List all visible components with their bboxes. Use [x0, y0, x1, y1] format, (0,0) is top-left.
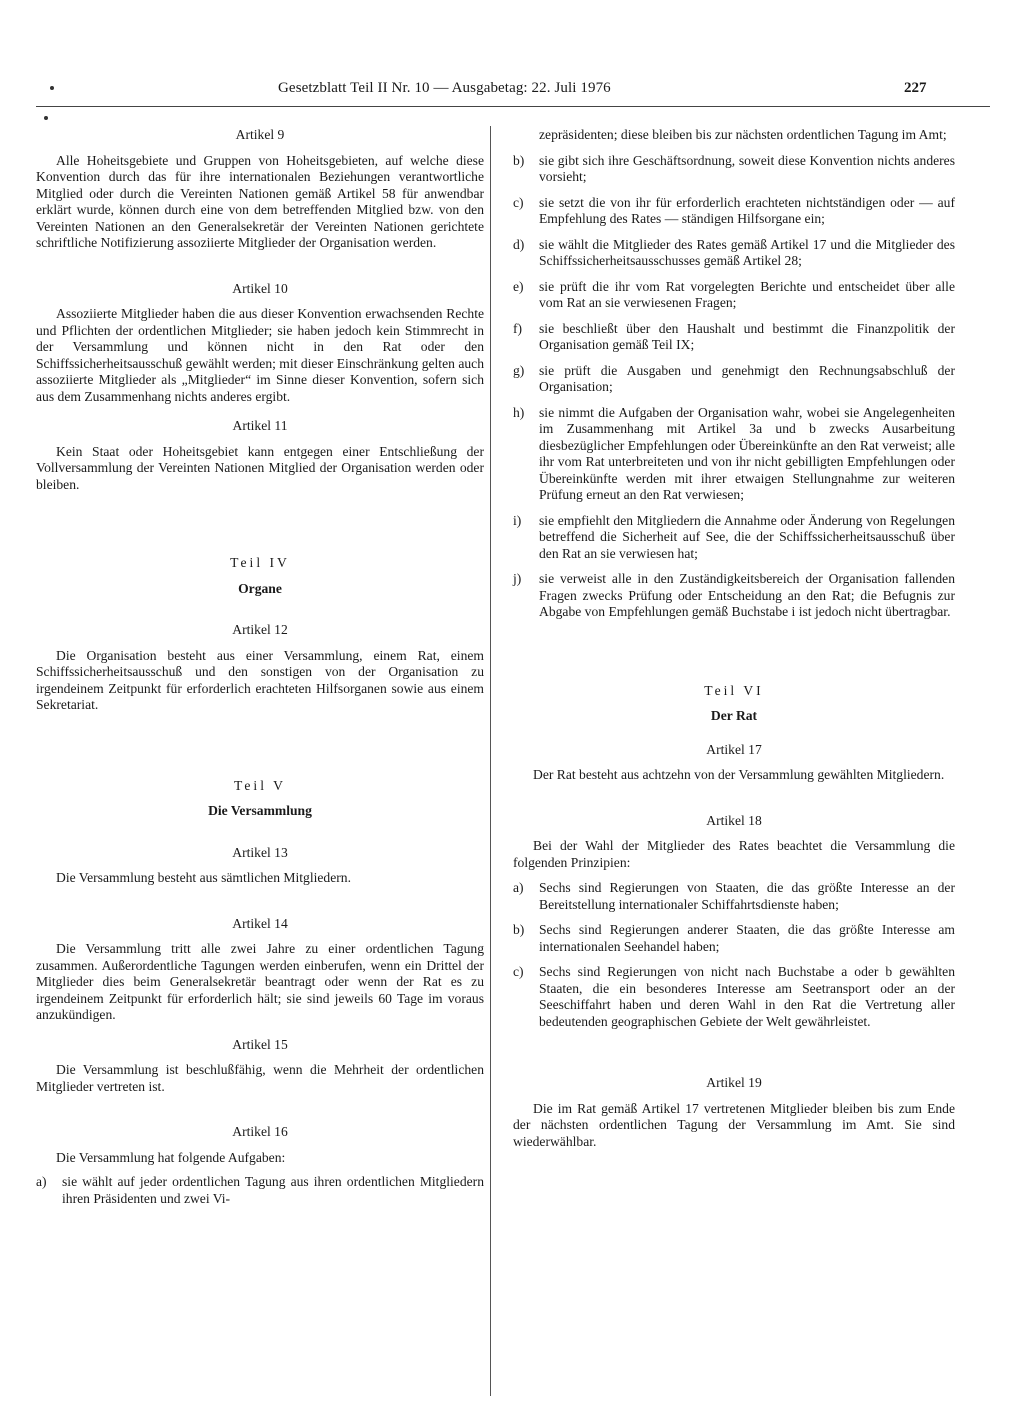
page-number: 227 — [904, 80, 927, 96]
list-item-label: a) — [36, 1174, 47, 1189]
article-heading: Artikel 13 — [232, 844, 288, 860]
list-item-label: b) — [513, 922, 525, 937]
list-item-label: j) — [513, 571, 522, 586]
list-item-text: Sechs sind Regierungen von Staaten, die das größte Interesse an der Bereitstellung internationaler Schiffahrtsdienste haben; — [539, 880, 955, 912]
list-item-label: d) — [513, 236, 525, 252]
list-item — [513, 922, 955, 955]
article-text: Die im Rat gemäß Artikel 17 vertretenen Mitglieder bleiben bis zum Ende der nächsten ordentlichen Tagung der Versammlung im Amt. Sie sind wiederwählbar. — [513, 1100, 955, 1149]
list-item — [513, 880, 955, 913]
article-text: Der Rat besteht aus achtzehn von der Versammlung gewählten Mitgliedern. — [533, 767, 945, 782]
list-item-label: f) — [513, 320, 523, 336]
list-item — [513, 321, 955, 354]
list-item — [513, 153, 955, 186]
scan-speck — [44, 116, 48, 120]
list-item — [513, 964, 955, 1030]
list-item — [513, 513, 955, 563]
article-heading: Artikel 16 — [232, 1124, 288, 1139]
article-text: Die Versammlung besteht aus sämtlichen Mitgliedern. — [56, 870, 351, 885]
header-rule — [36, 106, 990, 107]
list-item-text: Sechs sind Regierungen anderer Staaten, die das größte Interesse am internationalen Seehandel haben; — [539, 922, 955, 954]
list-item-text: sie gibt sich ihre Geschäftsordnung, soweit diese Konvention nichts anderes vorsieht; — [539, 152, 955, 184]
left-column — [36, 127, 484, 1207]
list-item-text: sie beschließt über den Haushalt und bestimmt die Finanzpolitik der Organisation gemäß Teil IX; — [539, 320, 955, 352]
list-item-label: g) — [513, 362, 525, 378]
list-item-text: sie nimmt die Aufgaben der Organisation wahr, wobei sie Angelegenheiten im Zusammenhang mit Artikel 3a und b zwecks Ausarbeitung diesbezüglicher Empfehlungen oder Übereinkünfte an den Rat verweist; alle ihr vom Rat unterbreiteten und von ihr nicht gebilligten Empfehlungen oder Übereinkünfte werden mit ihrer etwaigen Stellungnahme zur weiteren Prüfung erneut an den Rat verwiesen; — [539, 404, 955, 502]
list-item-text: Sechs sind Regierungen von nicht nach Buchstabe a oder b gewählten Staaten, die ein besonderes Interesse am Seetransport oder an der Seeschiffahrt haben und deren Wahl in den Rat die Vertretung aller bedeutenden geographischen Gebiete der Welt gewährleistet. — [539, 964, 955, 1029]
article-text: Die Versammlung ist beschlußfähig, wenn die Mehrheit der ordentlichen Mitglieder vertreten ist. — [36, 1062, 484, 1094]
list-item-label: e) — [513, 278, 524, 294]
list-item-text: sie verweist alle in den Zuständigkeitsbereich der Organisation fallenden Fragen zwecks Prüfung oder Entscheidung an den Rat; die Befugnis zur Abgabe von Empfehlungen gemäß Buchstabe i ist jedoch nicht übertragbar. — [539, 571, 955, 619]
article-text: Assoziierte Mitglieder haben die aus dieser Konvention erwachsenden Rechte und Pflichten der ordentlichen Mitglieder; sie haben jedoch kein Stimmrecht in der Versammlung und können nicht in den Rat oder den Schiffssicherheitsausschuß gewählt werden; mit dieser Einschränkung gelten auch assoziierte Mitglieder als „Mitglieder“ im Sinne dieser Konvention, sofern sich aus dem Zusammenhang nichts anderes ergibt. — [36, 306, 484, 404]
list-item-text: sie empfiehlt den Mitgliedern die Annahme oder Änderung von Regelungen betreffend die Sicherheit auf See, die der Schiffssicherheitsausschuß über den Rat an sie verwiesen hat; — [539, 512, 955, 561]
list-item — [513, 279, 955, 312]
list-item-text: sie wählt auf jeder ordentlichen Tagung aus ihren ordentlichen Mitgliedern ihren Präsidenten und zwei Vi- — [62, 1174, 484, 1206]
article-text: Die Versammlung hat folgende Aufgaben: — [56, 1149, 286, 1165]
article-heading: Artikel 9 — [235, 127, 285, 142]
list-item-label: a) — [513, 880, 524, 895]
article-heading: Artikel 18 — [706, 812, 762, 828]
list-item — [513, 571, 955, 621]
article-heading: Artikel 11 — [232, 418, 288, 433]
list-item — [513, 405, 955, 504]
list-item-continuation: zepräsidenten; diese bleiben bis zur nächsten ordentlichen Tagung im Amt; — [539, 127, 947, 142]
right-column — [513, 127, 955, 1150]
list-item — [36, 1174, 484, 1207]
part-title: Organe — [238, 580, 282, 596]
part-number: Teil VI — [704, 682, 764, 698]
article-text: Bei der Wahl der Mitglieder des Rates beachtet die Versammlung die folgenden Prinzipien: — [513, 838, 955, 870]
article-text: Kein Staat oder Hoheitsgebiet kann entgegen einer Entschließung der Vollversammlung der Vereinten Nationen Mitglied der Organisation werden oder bleiben. — [36, 443, 484, 492]
list-item-label: h) — [513, 404, 525, 420]
list-item-text: sie prüft die ihr vom Rat vorgelegten Berichte und entscheidet über alle vom Rat an sie verwiesenen Fragen; — [539, 278, 955, 310]
list-item-text: sie setzt die von ihr für erforderlich erachteten nichtständigen oder — auf Empfehlung des Rates — ständigen Hilfsorgane ein; — [539, 194, 955, 226]
list-item-text: sie prüft die Ausgaben und genehmigt den Rechnungsabschluß der Organisation; — [539, 362, 955, 394]
article-text: Alle Hoheitsgebiete und Gruppen von Hoheitsgebieten, auf welche diese Konvention durch das für ihre internationalen Beziehungen verantwortliche Mitglied oder durch die Vereinten Nationen gemäß Artikel 58 für anwendbar erklärt wurde, können durch eine von dem betreffenden Mitglied bzw. von den Vereinten Nationen an den Generalsekretär der Vereinten Nationen gerichtete schriftliche Notifizierung assoziierte Mitglieder der Organisation werden. — [36, 152, 484, 250]
list-item-label: i) — [513, 512, 522, 528]
article-text: Die Organisation besteht aus einer Versammlung, einem Rat, einem Schiffssicherheitsausschuß und den sonstigen von der Organisation zu irgendeinem Zeitpunkt für erforderlich erachteten Hilfsorganen sowie aus einem Sekretariat. — [36, 647, 484, 712]
page-header — [0, 80, 1024, 104]
list-item-label: b) — [513, 152, 525, 168]
list-item — [513, 195, 955, 228]
list-item — [513, 237, 955, 270]
list-item-label: c) — [513, 964, 524, 979]
article-heading: Artikel 15 — [232, 1036, 288, 1052]
part-title: Die Versammlung — [208, 803, 312, 818]
list-item-label: c) — [513, 194, 524, 210]
scan-speck — [50, 86, 54, 90]
list-item-text: sie wählt die Mitglieder des Rates gemäß Artikel 17 und die Mitglieder des Schiffssicherheitsausschusses gemäß Artikel 28; — [539, 236, 955, 268]
list-item — [513, 363, 955, 396]
article-heading: Artikel 19 — [706, 1075, 762, 1090]
article-heading: Artikel 10 — [232, 280, 288, 296]
article-heading: Artikel 14 — [232, 915, 288, 931]
article-heading: Artikel 12 — [232, 622, 288, 637]
part-number: Teil IV — [230, 555, 290, 570]
article-heading: Artikel 17 — [706, 741, 762, 757]
header-title: Gesetzblatt Teil II Nr. 10 — Ausgabetag: 22. Juli 1976 — [278, 80, 611, 96]
part-number: Teil V — [234, 777, 286, 793]
part-title: Der Rat — [710, 708, 758, 723]
column-divider — [490, 126, 491, 1396]
article-text: Die Versammlung tritt alle zwei Jahre zu einer ordentlichen Tagung zusammen. Außerordentliche Tagungen werden einberufen, wenn ein Drittel der Mitglieder dies beim Generalsekretär beantragt oder wenn der Rat es zu irgendeinem Zeitpunkt für erforderlich hält; sie sind jeweils 60 Tage im voraus anzukündigen. — [36, 941, 484, 1022]
